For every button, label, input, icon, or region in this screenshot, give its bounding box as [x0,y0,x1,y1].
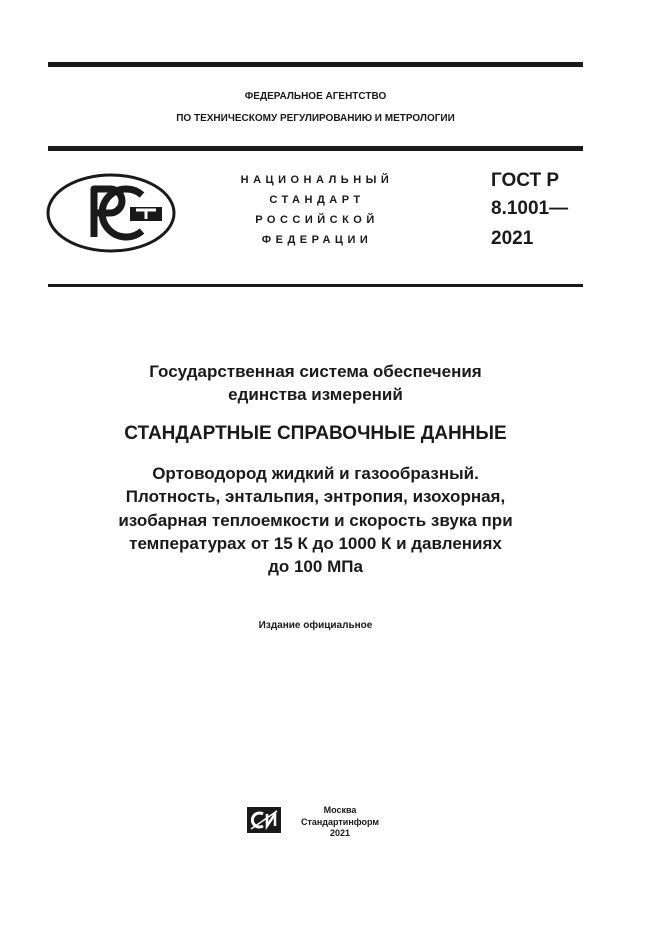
header-rule [48,146,583,151]
rst-certification-mark-icon [46,173,176,253]
subtitle [40,462,591,578]
agency-line-1: ФЕДЕРАЛЬНОЕ АГЕНТСТВО [244,91,387,102]
national-standard-line-2: СТАНДАРТ [269,194,365,206]
subtitle-line-3: изобарная теплоемкости и скорость звука при [118,510,513,530]
national-standard-line-4: ФЕДЕРАЦИИ [261,234,373,246]
subtitle-line-4: температурах от 15 К до 1000 К и давлениях [129,533,502,553]
standard-designation-line-1: ГОСТ Р [491,170,560,191]
title-block-rule [48,284,583,287]
publisher-name: Стандартинформ [300,816,380,827]
subtitle-line-1: Ортоводород жидкий и газообразный. [152,464,479,483]
publisher-block [290,805,390,840]
agency-line-2: ПО ТЕХНИЧЕСКОМУ РЕГУЛИРОВАНИЮ И МЕТРОЛОГИИ [176,113,455,124]
edition-label: Издание официальное [258,620,373,631]
top-rule [48,62,583,67]
subtitle-line-5: до 100 МПа [268,557,363,577]
national-standard-line-1: НАЦИОНАЛЬНЫЙ [240,174,394,186]
system-title [40,360,591,406]
main-title: СТАНДАРТНЫЕ СПРАВОЧНЫЕ ДАННЫЕ [124,423,507,444]
system-title-line-1: Государственная система обеспечения [149,362,482,381]
publisher-year: 2021 [329,828,351,838]
standartinform-logo-icon [246,806,282,834]
standard-designation-line-2: 8.1001— [491,198,569,219]
subtitle-line-2: Плотность, энтальпия, энтропия, изохорная, [125,487,506,507]
system-title-line-2: единства измерений [228,385,403,404]
standard-designation-line-3: 2021 [491,228,534,249]
national-standard-line-3: РОССИЙСКОЙ [255,214,379,226]
publisher-city: Москва [323,805,357,815]
